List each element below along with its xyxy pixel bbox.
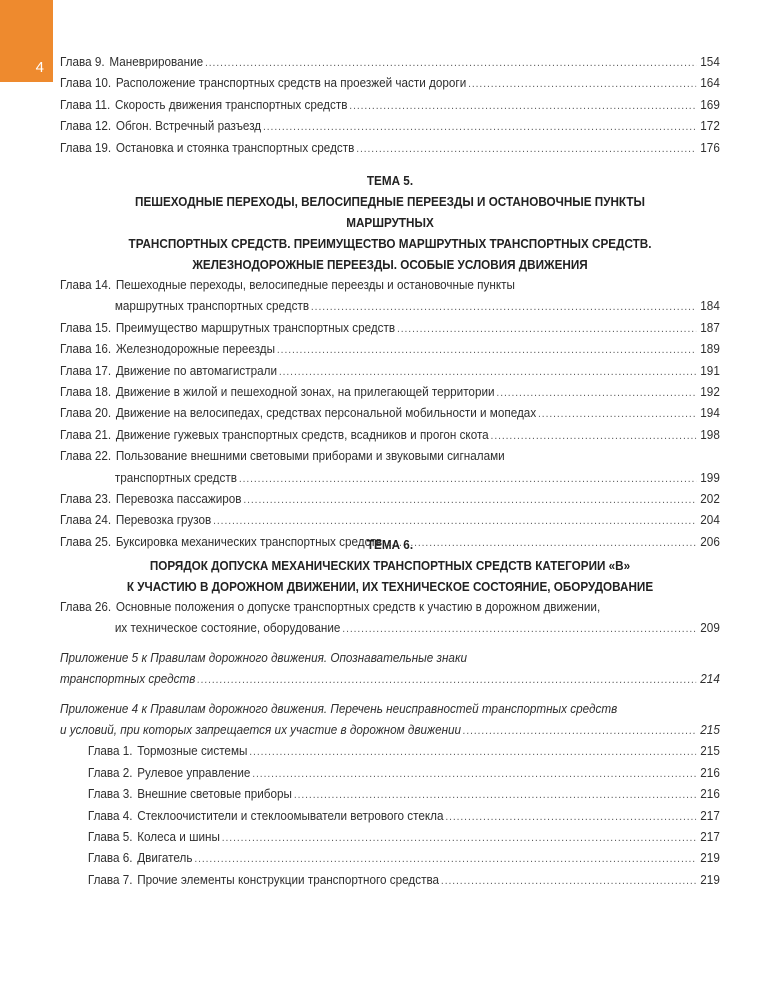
toc-subentry[interactable] bbox=[60, 784, 720, 805]
chapter-title: Внешние световые приборы bbox=[137, 787, 292, 802]
chapter-title: Колеса и шины bbox=[137, 829, 220, 844]
page-number: 4 bbox=[35, 59, 44, 76]
page-ref: 191 bbox=[700, 363, 720, 378]
page-ref: 204 bbox=[700, 513, 720, 528]
page-ref: 219 bbox=[700, 851, 720, 866]
toc-entry[interactable] bbox=[60, 425, 720, 446]
chapter-title: Прочие элементы конструкции транспортного средства bbox=[137, 872, 440, 887]
dot-leader bbox=[249, 742, 696, 763]
chapter-title: Стеклоочистители и стеклоомыватели ветрового стекла bbox=[137, 808, 444, 823]
toc-entry[interactable] bbox=[60, 382, 720, 403]
dot-leader bbox=[496, 383, 696, 404]
chapter-title: Обгон. Встречный разъезд bbox=[115, 119, 262, 134]
chapter-number: Глава 12. bbox=[60, 119, 112, 134]
dot-leader bbox=[239, 469, 697, 490]
topic-label: ТЕМА 6. bbox=[366, 537, 414, 552]
toc-subentry[interactable] bbox=[60, 763, 720, 784]
page-ref: 215 bbox=[700, 722, 720, 737]
chapter-number: Глава 7. bbox=[87, 872, 133, 887]
chapter-title: Пешеходные переходы, велосипедные переезды и остановочные пункты bbox=[115, 278, 515, 292]
page-ref: 216 bbox=[700, 765, 720, 780]
toc-entry[interactable] bbox=[60, 318, 720, 339]
page-ref: 164 bbox=[700, 76, 720, 91]
chapter-number: Глава 3. bbox=[87, 787, 133, 802]
chapter-number: Глава 17. bbox=[60, 363, 112, 378]
page-ref: 154 bbox=[700, 55, 720, 69]
toc-entry[interactable] bbox=[60, 489, 720, 510]
dot-leader bbox=[277, 340, 697, 361]
appendix-title-continuation: транспортных средств bbox=[60, 672, 196, 687]
dot-leader bbox=[222, 828, 697, 849]
topic-label: ТЕМА 5. bbox=[366, 173, 414, 188]
chapter-number: Глава 9. bbox=[60, 55, 105, 69]
page-ref: 187 bbox=[700, 320, 720, 335]
dot-leader bbox=[445, 807, 696, 828]
page-ref: 209 bbox=[700, 621, 720, 636]
page-ref: 169 bbox=[700, 97, 720, 112]
chapter-title: Движение гужевых транспортных средств, всадников и прогон скота bbox=[115, 427, 489, 442]
dot-leader bbox=[294, 785, 697, 806]
dot-leader bbox=[397, 319, 697, 340]
toc-entry[interactable] bbox=[60, 597, 720, 618]
page-ref: 216 bbox=[700, 787, 720, 802]
dot-leader bbox=[463, 721, 697, 742]
appendix-4-entry[interactable] bbox=[60, 699, 720, 720]
page-ref: 214 bbox=[700, 672, 720, 687]
chapter-number: Глава 21. bbox=[60, 427, 112, 442]
toc-subentry[interactable] bbox=[60, 741, 720, 762]
toc-subentry[interactable] bbox=[60, 806, 720, 827]
appendix-5-continuation[interactable] bbox=[60, 669, 720, 690]
toc-subentry[interactable] bbox=[60, 870, 720, 891]
chapter-number: Глава 5. bbox=[87, 829, 133, 844]
toc-entry[interactable] bbox=[60, 73, 720, 94]
toc-entry[interactable] bbox=[60, 403, 720, 424]
chapter-title: Тормозные системы bbox=[137, 744, 248, 759]
toc-topic-6 bbox=[60, 534, 720, 891]
chapter-number: Глава 25. bbox=[60, 534, 112, 549]
chapter-title: Буксировка механических транспортных средств bbox=[115, 534, 383, 549]
chapter-title-continuation: маршрутных транспортных средств bbox=[114, 299, 310, 314]
toc-subentry[interactable] bbox=[60, 848, 720, 869]
chapter-number: Глава 4. bbox=[87, 808, 133, 823]
dot-leader bbox=[263, 117, 697, 138]
chapter-number: Глава 15. bbox=[60, 320, 112, 335]
chapter-title: Перевозка пассажиров bbox=[115, 491, 242, 506]
toc-entry-continuation[interactable] bbox=[60, 296, 720, 317]
dot-leader bbox=[252, 764, 696, 785]
chapter-title: Основные положения о допуске транспортных средств к участию в дорожном движении, bbox=[115, 600, 601, 614]
chapter-title: Расположение транспортных средств на проезжей части дороги bbox=[115, 76, 467, 91]
chapter-number: Глава 16. bbox=[60, 342, 112, 357]
chapter-number: Глава 2. bbox=[87, 765, 133, 780]
page-ref: 206 bbox=[700, 534, 720, 549]
page-ref: 184 bbox=[700, 299, 720, 314]
page-ref: 172 bbox=[700, 119, 720, 134]
toc-entry-continuation[interactable] bbox=[60, 618, 720, 639]
appendix-4-continuation[interactable] bbox=[60, 720, 720, 741]
chapter-title: Движение по автомагистрали bbox=[115, 363, 277, 378]
chapter-number: Глава 19. bbox=[60, 140, 112, 155]
chapter-title: Пользование внешними световыми приборами и звуковыми сигналами bbox=[115, 449, 505, 464]
chapter-number: Глава 11. bbox=[60, 97, 111, 112]
topic-title-line: ПЕШЕХОДНЫЕ ПЕРЕХОДЫ, ВЕЛОСИПЕДНЫЕ ПЕРЕЕЗДЫ И ОСТАНОВОЧНЫЕ ПУНКТЫ МАРШРУТНЫХ bbox=[135, 194, 645, 230]
chapter-title: Рулевое управление bbox=[137, 765, 251, 780]
toc-entry[interactable] bbox=[60, 52, 720, 73]
toc-entry[interactable] bbox=[60, 275, 720, 296]
toc-topic-5 bbox=[60, 170, 720, 553]
topic-title-line: ТРАНСПОРТНЫХ СРЕДСТВ. ПРЕИМУЩЕСТВО МАРШРУТНЫХ ТРАНСПОРТНЫХ СРЕДСТВ. bbox=[128, 236, 652, 251]
dot-leader bbox=[194, 849, 696, 870]
page-corner-tab bbox=[0, 0, 53, 82]
chapter-number: Глава 1. bbox=[87, 744, 133, 759]
dot-leader bbox=[243, 490, 696, 511]
toc-entry[interactable] bbox=[60, 446, 720, 467]
toc-entry[interactable] bbox=[60, 116, 720, 137]
page-ref: 215 bbox=[700, 744, 720, 759]
chapter-number: Глава 18. bbox=[60, 384, 112, 399]
toc-entry[interactable] bbox=[60, 510, 720, 531]
dot-leader bbox=[349, 96, 696, 117]
chapter-title: Маневрирование bbox=[109, 55, 204, 69]
chapter-number: Глава 10. bbox=[60, 76, 112, 91]
chapter-title-continuation: их техническое состояние, оборудование bbox=[114, 621, 341, 636]
page-ref: 217 bbox=[700, 829, 720, 844]
chapter-title: Преимущество маршрутных транспортных средств bbox=[115, 320, 396, 335]
toc-subentry[interactable] bbox=[60, 827, 720, 848]
toc-entry-continuation[interactable] bbox=[60, 468, 720, 489]
appendix-5-entry[interactable] bbox=[60, 648, 720, 669]
chapter-title: Движение в жилой и пешеходной зонах, на прилегающей территории bbox=[115, 384, 495, 399]
toc-entry[interactable] bbox=[60, 339, 720, 360]
dot-leader bbox=[197, 670, 696, 691]
chapter-title: Железнодорожные переезды bbox=[115, 342, 276, 357]
topic-title-line: К УЧАСТИЮ В ДОРОЖНОМ ДВИЖЕНИИ, ИХ ТЕХНИЧЕСКОЕ СОСТОЯНИЕ, ОБОРУДОВАНИЕ bbox=[126, 579, 654, 594]
chapter-title: Перевозка грузов bbox=[115, 513, 212, 528]
chapter-title: Скорость движения транспортных средств bbox=[114, 97, 348, 112]
chapter-number: Глава 20. bbox=[60, 406, 112, 421]
appendix-title: Приложение 5 к Правилам дорожного движения. Опознавательные знаки bbox=[60, 650, 467, 665]
page-ref: 202 bbox=[700, 491, 720, 506]
page-ref: 194 bbox=[700, 406, 720, 421]
dot-leader bbox=[342, 619, 696, 640]
topic-title-line: ПОРЯДОК ДОПУСКА МЕХАНИЧЕСКИХ ТРАНСПОРТНЫХ СРЕДСТВ КАТЕГОРИИ «В» bbox=[149, 558, 631, 573]
chapter-title-continuation: транспортных средств bbox=[114, 470, 237, 485]
page-ref: 199 bbox=[700, 470, 720, 485]
dot-leader bbox=[356, 139, 696, 160]
chapter-number: Глава 14. bbox=[60, 278, 112, 292]
toc-section-a bbox=[60, 52, 720, 159]
dot-leader bbox=[205, 53, 697, 74]
appendix-title: Приложение 4 к Правилам дорожного движения. Перечень неисправностей транспортных средств bbox=[60, 701, 618, 716]
toc-entry[interactable] bbox=[60, 138, 720, 159]
page-ref: 217 bbox=[700, 808, 720, 823]
dot-leader bbox=[538, 404, 697, 425]
chapter-title: Двигатель bbox=[137, 851, 193, 866]
page-ref: 176 bbox=[700, 140, 720, 155]
chapter-title: Движение на велосипедах, средствах персональной мобильности и мопедах bbox=[115, 406, 537, 421]
chapter-title: Остановка и стоянка транспортных средств bbox=[115, 140, 355, 155]
page-ref: 189 bbox=[700, 342, 720, 357]
dot-leader bbox=[279, 362, 697, 383]
dot-leader bbox=[213, 511, 696, 532]
page-ref: 192 bbox=[700, 384, 720, 399]
chapter-number: Глава 24. bbox=[60, 513, 112, 528]
dot-leader bbox=[491, 426, 697, 447]
chapter-number: Глава 6. bbox=[87, 851, 133, 866]
dot-leader bbox=[311, 297, 697, 318]
page-ref: 219 bbox=[700, 872, 720, 887]
toc-entry[interactable] bbox=[60, 361, 720, 382]
chapter-number: Глава 23. bbox=[60, 491, 112, 506]
topic-title-line: ЖЕЛЕЗНОДОРОЖНЫЕ ПЕРЕЕЗДЫ. ОСОБЫЕ УСЛОВИЯ ДВИЖЕНИЯ bbox=[192, 257, 588, 272]
dot-leader bbox=[468, 74, 696, 95]
chapter-number: Глава 26. bbox=[60, 600, 112, 614]
dot-leader bbox=[441, 871, 697, 892]
appendix-title-continuation: и условий, при которых запрещается их участие в дорожном движении bbox=[60, 722, 462, 737]
toc-entry[interactable] bbox=[60, 95, 720, 116]
page-ref: 198 bbox=[700, 427, 720, 442]
chapter-number: Глава 22. bbox=[60, 449, 112, 464]
